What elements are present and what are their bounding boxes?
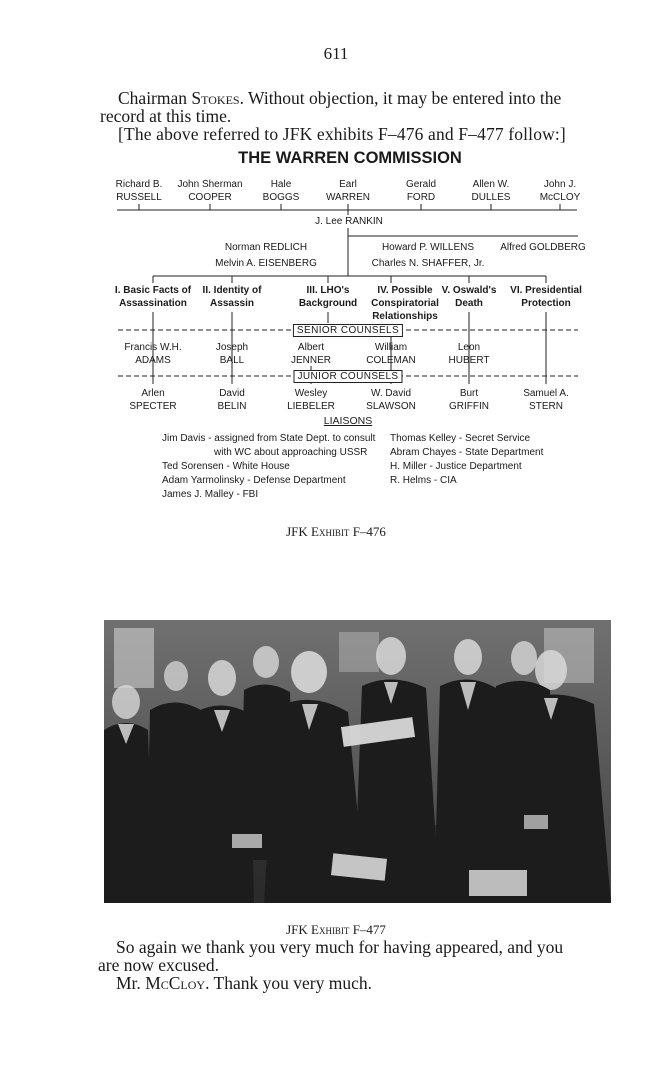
member-warren: Earl WARREN [325, 179, 371, 203]
liaison-miller: H. Miller - Justice Department [390, 461, 522, 472]
member-dulles: Allen W. DULLES [471, 179, 511, 203]
member-mccloy: John J. McCLOY [539, 179, 581, 203]
liaison-helms: R. Helms - CIA [390, 475, 457, 486]
junior-liebeler: Wesley LIEBELER [287, 388, 335, 412]
assistant-redlich: Norman REDLICH [224, 242, 308, 253]
liaison-davis: Jim Davis - assigned from State Dept. to consult [162, 433, 376, 444]
junior-griffin: Burt GRIFFIN [449, 388, 489, 412]
page-number: 611 [323, 44, 349, 63]
exhibit-caption-f477: JFK Exhibit F–477 [286, 922, 386, 937]
area-4: IV. Possible Conspiratorial Relationships [371, 285, 439, 322]
member-russell: Richard B. RUSSELL [115, 179, 163, 203]
junior-belin: David BELIN [217, 388, 247, 412]
chart-title: THE WARREN COMMISSION [238, 149, 462, 167]
senior-counsels-label: SENIOR COUNSELS [293, 324, 403, 337]
commission-photograph [104, 620, 611, 903]
member-boggs: Hale BOGGS [262, 179, 300, 203]
liaison-sorensen: Ted Sorensen - White House [162, 461, 290, 472]
member-ford: Gerald FORD [405, 179, 437, 203]
senior-hubert: Leon HUBERT [448, 342, 490, 366]
assistant-shaffer: Charles N. SHAFFER, Jr. [371, 258, 485, 269]
closing-line-1: So again we thank you very much for having appeared, and you [116, 937, 564, 957]
area-5: V. Oswald's Death [441, 285, 497, 309]
liaison-kelley: Thomas Kelley - Secret Service [390, 433, 531, 444]
closing-line-3 [116, 973, 372, 993]
exhibit-caption-f476: JFK Exhibit F–476 [286, 524, 386, 539]
area-6: VI. Presidential Protection [510, 285, 582, 309]
speaker-name: McCloy [145, 973, 206, 993]
paragraph-line-3: [The above referred to JFK exhibits F–476 and F–477 follow:] [118, 124, 566, 144]
text-span: Chairman [118, 88, 192, 108]
senior-coleman: William COLEMAN [366, 342, 416, 366]
paragraph-line-2: record at this time. [100, 106, 232, 126]
general-counsel: J. Lee RANKIN [315, 216, 383, 227]
junior-slawson: W. David SLAWSON [366, 388, 416, 412]
member-cooper: John Sherman COOPER [177, 179, 243, 203]
junior-specter: Arlen SPECTER [129, 388, 177, 412]
text-span: . Thank you very much. [205, 973, 372, 993]
closing-line-2: are now excused. [98, 955, 219, 975]
liaison-chayes: Abram Chayes - State Department [390, 447, 544, 458]
area-2: II. Identity of Assassin [202, 285, 262, 309]
liaisons-heading: LIAISONS [323, 415, 373, 427]
area-3: III. LHO's Background [298, 285, 358, 309]
text-span: Mr. [116, 973, 146, 993]
liaison-yarmolinsky: Adam Yarmolinsky - Defense Department [162, 475, 346, 486]
liaison-davis-cont: with WC about approaching USSR [214, 447, 368, 458]
speaker-name: Stokes [191, 88, 240, 108]
assistant-goldberg: Alfred GOLDBERG [500, 242, 586, 253]
assistant-eisenberg: Melvin A. EISENBERG [215, 258, 317, 269]
senior-jenner: Albert JENNER [290, 342, 332, 366]
assistant-willens: Howard P. WILLENS [381, 242, 475, 253]
liaison-malley: James J. Malley - FBI [162, 489, 259, 500]
text-span: . Without objection, it may be entered into the [239, 88, 562, 108]
junior-counsels-label: JUNIOR COUNSELS [293, 370, 402, 383]
junior-stern: Samuel A. STERN [523, 388, 569, 412]
senior-adams: Francis W.H. ADAMS [124, 342, 182, 366]
senior-ball: Joseph BALL [215, 342, 249, 366]
area-1: I. Basic Facts of Assassination [114, 285, 192, 309]
